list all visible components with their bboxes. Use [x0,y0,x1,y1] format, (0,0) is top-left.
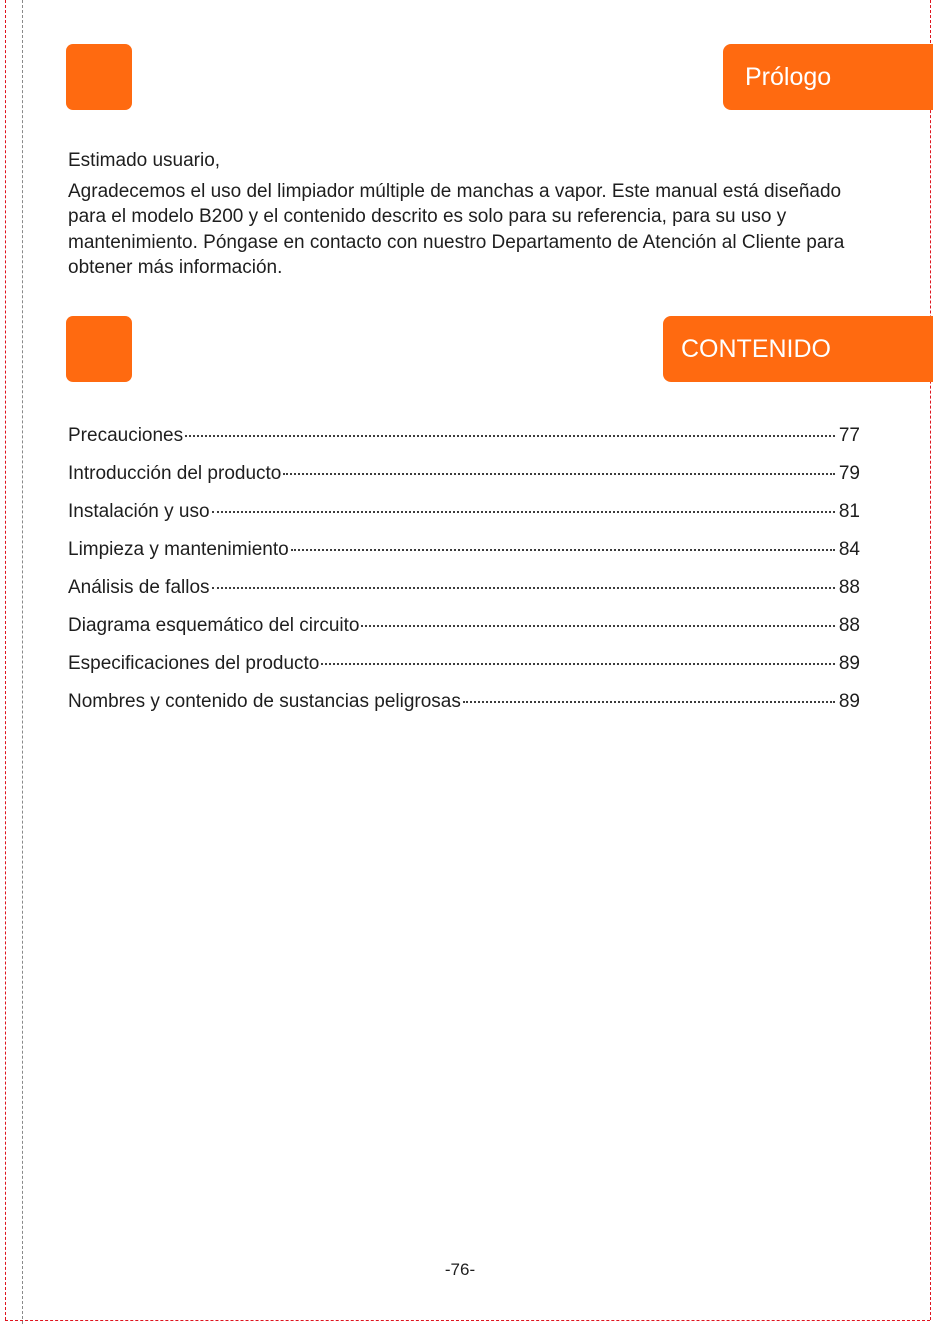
prologue-heading: Prólogo [723,44,933,110]
page-number: -76- [444,1260,476,1279]
toc-entry-label: Limpieza y mantenimiento [68,539,289,560]
toc-entry[interactable] [68,613,860,651]
table-of-contents [68,423,860,727]
prologue-section-marker [66,44,132,110]
dot-leader [361,625,834,627]
toc-entry-label: Nombres y contenido de sustancias peligrosas [68,691,461,712]
toc-entry-label: Análisis de fallos [68,577,210,598]
toc-entry-page: 88 [838,577,860,598]
toc-entry-page: 89 [838,691,860,712]
toc-entry-page: 89 [838,653,860,674]
contents-heading: CONTENIDO [663,316,933,382]
contents-section-marker [66,316,132,382]
toc-entry-label: Introducción del producto [68,463,282,484]
toc-entry-page: 84 [838,539,860,560]
dot-leader [291,549,835,551]
right-cut-line [930,0,931,1320]
dot-leader [212,511,835,513]
intro-paragraph: Agradecemos el uso del limpiador múltiple de manchas a vapor. Este manual está diseñado para el modelo B200 y el contenido descrito es solo para su referencia, para su uso y mantenimiento. Póngase en contacto con nuestro Departamento de Atención al Cliente para obtener más información. [68,180,845,278]
toc-entry[interactable] [68,537,860,575]
toc-entry-page: 77 [838,425,860,446]
toc-entry-label: Precauciones [68,425,184,446]
toc-entry-label: Especificaciones del producto [68,653,320,674]
dot-leader [283,473,834,475]
dot-leader [185,435,835,437]
dot-leader [321,663,834,665]
toc-entry[interactable] [68,689,860,727]
toc-entry-page: 81 [838,501,860,522]
toc-entry[interactable] [68,575,860,613]
toc-entry-label: Diagrama esquemático del circuito [68,615,360,636]
toc-entry[interactable] [68,499,860,537]
toc-entry[interactable] [68,461,860,499]
toc-entry[interactable] [68,651,860,689]
dot-leader [212,587,835,589]
bottom-cut-line [5,1320,930,1321]
binding-fold-line [22,0,23,1324]
left-cut-line [5,0,6,1320]
toc-entry[interactable] [68,423,860,461]
intro-text [68,148,868,281]
toc-entry-label: Instalación y uso [68,501,210,522]
dot-leader [463,701,835,703]
greeting: Estimado usuario, [68,150,221,171]
toc-entry-page: 79 [838,463,860,484]
toc-entry-page: 88 [838,615,860,636]
